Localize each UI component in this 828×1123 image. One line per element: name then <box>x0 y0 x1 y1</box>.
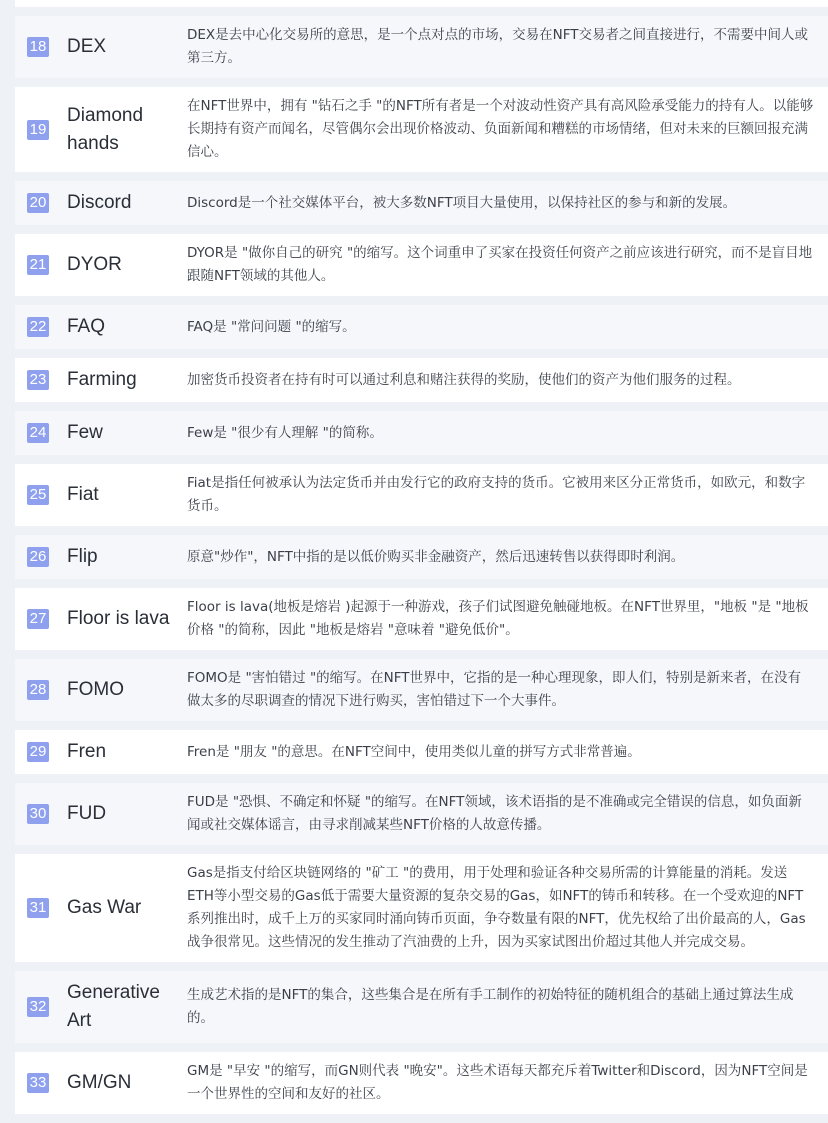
entry-term: DEX <box>67 36 107 57</box>
entry-number: 23 <box>27 370 49 390</box>
glossary-list <box>15 0 828 1123</box>
entry-term: Discord <box>67 192 132 213</box>
entry-definition: Discord是一个社交媒体平台，被大多数NFT项目大量使用，以保持社区的参与和新的发展。 <box>187 194 737 211</box>
entry-term: Flip <box>67 546 98 567</box>
entry-number: 28 <box>27 680 49 700</box>
entry-term: FUD <box>67 803 107 824</box>
entry-definition: Few是 "很少有人理解 "的简称。 <box>187 424 383 441</box>
glossary-row <box>15 181 828 225</box>
entry-definition: Gas是指支付给区块链网络的 "矿工 "的费用，用于处理和验证各种交易所需的计算能量的消耗。发送ETH等小型交易的Gas低于需要大量资源的复杂交易的Gas，如NFT的铸币和转移。在一个受欢迎的NFT系列推出时，成千上万的买家同时涌向铸币页面，争夺数量有限的NFT，优先权给了出价最高的人，Gas战争很常见。这些情况的发生推动了汽油费的上升，因为买家试图出价超过其他人并完成交易。 <box>187 865 806 950</box>
entry-term: Diamond hands <box>67 104 144 154</box>
glossary-row <box>15 659 828 721</box>
entry-term: DYOR <box>67 254 122 275</box>
entry-number: 29 <box>27 742 49 762</box>
entry-definition: 生成艺术指的是NFT的集合，这些集合是在所有手工制作的初始特征的随机组合的基础上通过算法生成的。 <box>187 987 794 1026</box>
entry-term: FAQ <box>67 316 106 337</box>
glossary-row <box>15 0 828 7</box>
entry-term: FOMO <box>67 679 124 700</box>
entry-number: 27 <box>27 609 49 629</box>
glossary-row <box>15 854 828 962</box>
glossary-row <box>15 588 828 650</box>
entry-term: GM/GN <box>67 1072 132 1093</box>
entry-number: 22 <box>27 317 49 337</box>
glossary-row <box>15 783 828 845</box>
glossary-row <box>15 464 828 526</box>
glossary-row <box>15 1052 828 1114</box>
glossary-row <box>15 234 828 296</box>
glossary-row <box>15 358 828 402</box>
entry-number: 26 <box>27 547 49 567</box>
entry-definition: FOMO是 "害怕错过 "的缩写。在NFT世界中，它指的是一种心理现象，即人们，特别是新来者，在没有做太多的尽职调查的情况下进行购买，害怕错过下一个大事件。 <box>187 670 802 709</box>
entry-definition: 原意"炒作"，NFT中指的是以低价购买非金融资产，然后迅速转售以获得即时利润。 <box>187 548 685 565</box>
entry-number: 30 <box>27 804 49 824</box>
entry-number: 21 <box>27 255 49 275</box>
entry-term: Generative Art <box>67 982 160 1031</box>
entry-definition: FUD是 "恐惧、不确定和怀疑 "的缩写。在NFT领域，该术语指的是不准确或完全错误的信息，如负面新闻或社交媒体谣言，由寻求削减某些NFT价格的人故意传播。 <box>187 794 802 833</box>
entry-number: 18 <box>27 37 49 57</box>
entry-definition: 加密货币投资者在持有时可以通过利息和赌注获得的奖励，使他们的资产为他们服务的过程。 <box>187 371 741 388</box>
entry-term: Few <box>67 422 103 443</box>
entry-definition: Fiat是指任何被承认为法定货币并由发行它的政府支持的货币。它被用来区分正常货币，如欧元，和数字货币。 <box>187 475 806 514</box>
entry-definition: Fren是 "朋友 "的意思。在NFT空间中，使用类似儿童的拼写方式非常普遍。 <box>187 743 641 760</box>
entry-number: 19 <box>27 120 49 140</box>
glossary-row <box>15 971 828 1043</box>
entry-number: 33 <box>27 1073 49 1093</box>
glossary-row <box>15 16 828 78</box>
entry-number: 32 <box>27 997 49 1017</box>
glossary-row <box>15 411 828 455</box>
entry-definition: FAQ是 "常问问题 "的缩写。 <box>187 318 356 335</box>
entry-term: Floor is lava <box>67 608 170 629</box>
entry-definition: Floor is lava(地板是熔岩 )起源于一种游戏，孩子们试图避免触碰地板。在NFT世界里，"地板 "是 "地板价格 "的简称，因此 "地板是熔岩 "意味着 "避免低价"。 <box>187 599 809 638</box>
entry-number: 20 <box>27 193 49 213</box>
entry-definition: DEX是去中心化交易所的意思，是一个点对点的市场，交易在NFT交易者之间直接进行，不需要中间人或第三方。 <box>187 27 809 66</box>
entry-definition: GM是 "早安 "的缩写，而GN则代表 "晚安"。这些术语每天都充斥着Twitter和Discord，因为NFT空间是一个世界性的空间和友好的社区。 <box>187 1063 808 1102</box>
entry-term: Fiat <box>67 484 99 505</box>
entry-number: 24 <box>27 423 49 443</box>
entry-definition: DYOR是 "做你自己的研究 "的缩写。这个词重申了买家在投资任何资产之前应该进行研究，而不是盲目地跟随NFT领域的其他人。 <box>187 245 813 284</box>
glossary-row <box>15 535 828 579</box>
glossary-row <box>15 730 828 774</box>
entry-term: Gas War <box>67 897 142 918</box>
entry-number: 25 <box>27 485 49 505</box>
glossary-row <box>15 87 828 172</box>
entry-number: 31 <box>27 898 49 918</box>
entry-term: Fren <box>67 741 107 762</box>
entry-definition: 在NFT世界中，拥有 "钻石之手 "的NFT所有者是一个对波动性资产具有高风险承受能力的持有人。以能够长期持有资产而闻名，尽管偶尔会出现价格波动、负面新闻和糟糕的市场情绪，但对未来的巨额回报充满信心。 <box>187 98 814 160</box>
entry-term: Farming <box>67 369 137 390</box>
glossary-row <box>15 305 828 349</box>
